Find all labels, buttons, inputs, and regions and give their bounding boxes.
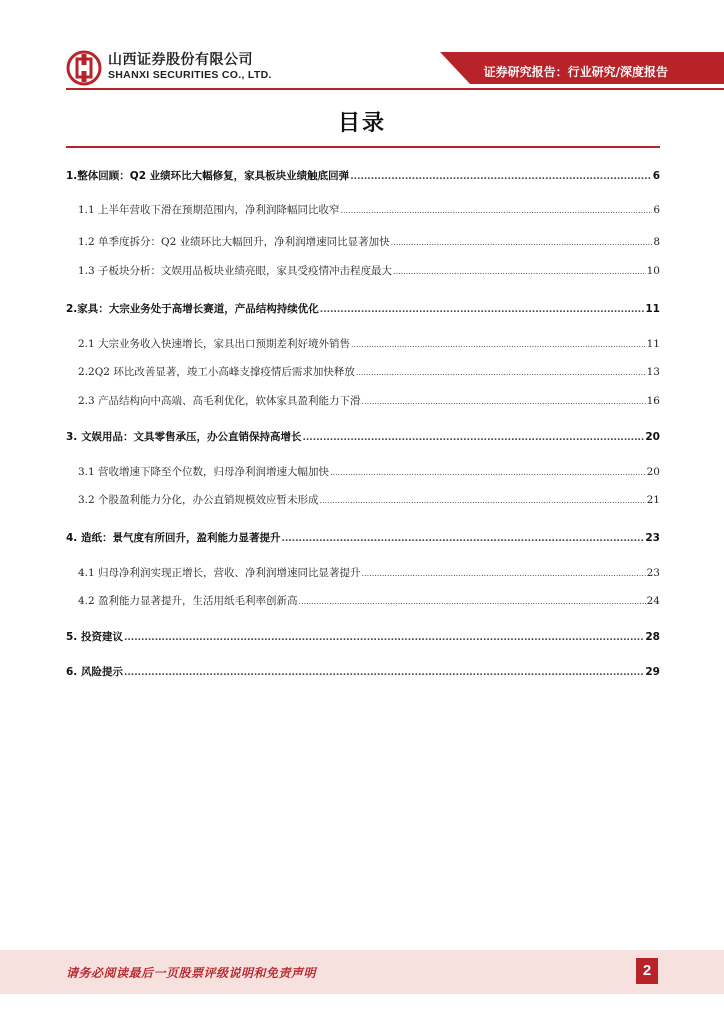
company-logo-icon (66, 50, 102, 86)
toc-entry[interactable] (78, 492, 660, 507)
toc-entry-page: 28 (645, 631, 660, 643)
toc-leader-dots (330, 468, 646, 477)
toc-title: 目录 (337, 111, 386, 136)
toc-entry[interactable] (78, 565, 660, 580)
toc-entry[interactable] (78, 393, 660, 408)
page-header (0, 0, 724, 100)
toc-entry-page: 23 (646, 567, 660, 579)
footer-disclaimer: 请务必阅读最后一页股票评级说明和免责声明 (66, 966, 317, 980)
toc-entry-text: 5. 投资建议 (66, 631, 123, 643)
toc-entry[interactable] (66, 629, 660, 644)
toc-entry[interactable] (78, 464, 660, 479)
toc-entry-text: 1.整体回顾：Q2 业绩环比大幅修复，家具板块业绩触底回弹 (66, 170, 350, 182)
toc-entry-page: 6 (653, 204, 660, 216)
toc-entry-page: 11 (645, 303, 660, 315)
toc-entry[interactable] (78, 364, 660, 379)
toc-entry-page: 20 (646, 466, 660, 478)
header-banner (0, 0, 724, 100)
toc-entry-text: 1.1 上半年营收下滑在预期范围内，净利润降幅同比收窄 (78, 204, 340, 216)
toc-entry[interactable] (78, 263, 660, 278)
toc-entry-page: 11 (646, 338, 660, 350)
toc-entry-page: 23 (645, 532, 660, 544)
toc-entry-page: 21 (646, 494, 660, 506)
toc-entry-text: 3.2 个股盈利能力分化，办公直销规模效应暂未形成 (78, 494, 319, 506)
company-name-en: SHANXI SECURITIES CO., LTD. (108, 69, 272, 81)
page-number: 2 (636, 958, 658, 984)
toc-entry-page: 10 (646, 265, 660, 277)
toc-title-divider (66, 146, 660, 148)
toc-entry-page: 24 (646, 595, 660, 607)
toc-leader-dots (393, 267, 646, 276)
toc-leader-dots (341, 206, 653, 215)
toc-entry-page: 16 (646, 395, 660, 407)
toc-entry-page: 8 (653, 236, 660, 248)
toc-entry-text: 2.2Q2 环比改善显著，竣工小高峰支撑疫情后需求加快释放 (78, 366, 355, 378)
toc-entry-text: 4.1 归母净利润实现正增长，营收、净利润增速同比显著提升 (78, 567, 361, 579)
toc-leader-dots (299, 597, 646, 606)
toc-leader-dots (362, 397, 646, 406)
toc-leader-dots (320, 496, 646, 505)
toc-entry[interactable] (66, 664, 660, 679)
company-name (108, 52, 272, 82)
toc-leader-dots (320, 305, 645, 315)
toc-leader-dots (302, 433, 644, 443)
company-name-cn: 山西证券股份有限公司 (108, 52, 253, 68)
toc-entry[interactable] (78, 593, 660, 608)
toc-entry-text: 1.3 子板块分析：文娱用品板块业绩亮眼，家具受疫情冲击程度最大 (78, 265, 393, 277)
toc-entry-text: 3. 文娱用品：文具零售承压，办公直销保持高增长 (66, 431, 302, 443)
toc-leader-dots (356, 368, 646, 377)
toc-entry[interactable] (66, 530, 660, 545)
toc-entry-text: 2.家具：大宗业务处于高增长赛道，产品结构持续优化 (66, 303, 319, 315)
toc-leader-dots (281, 534, 644, 544)
toc-entry[interactable] (66, 168, 660, 183)
toc-leader-dots (124, 668, 644, 678)
toc-entry-text: 1.2 单季度拆分：Q2 业绩环比大幅回升，净利润增速同比显著加快 (78, 236, 390, 248)
toc-entry-text: 2.3 产品结构向中高端、高毛利优化，软体家具盈利能力下滑 (78, 395, 361, 407)
toc-entry-text: 3.1 营收增速下降至个位数，归母净利润增速大幅加快 (78, 466, 330, 478)
toc-entry-page: 13 (646, 366, 660, 378)
toc-entry[interactable] (78, 202, 660, 217)
toc-leader-dots (350, 172, 652, 182)
report-type: 证券研究报告：行业研究/深度报告 (483, 65, 668, 79)
toc-leader-dots (391, 238, 653, 247)
toc-entry[interactable] (78, 234, 660, 249)
toc-entry-text: 2.1 大宗业务收入快速增长，家具出口预期差利好境外销售 (78, 338, 351, 350)
toc-entry-text: 6. 风险提示 (66, 666, 123, 678)
toc-entry-page: 29 (645, 666, 660, 678)
toc-entry-text: 4. 造纸：景气度有所回升，盈利能力显著提升 (66, 532, 281, 544)
toc-entry-page: 6 (652, 170, 660, 182)
toc-entry[interactable] (66, 429, 660, 444)
toc-leader-dots (362, 569, 646, 578)
toc-entry[interactable] (78, 336, 660, 351)
toc-entry[interactable] (66, 301, 660, 316)
toc-leader-dots (124, 633, 644, 643)
toc-leader-dots (351, 340, 646, 349)
toc-entry-text: 4.2 盈利能力显著提升，生活用纸毛利率创新高 (78, 595, 298, 607)
toc-entry-page: 20 (645, 431, 660, 443)
